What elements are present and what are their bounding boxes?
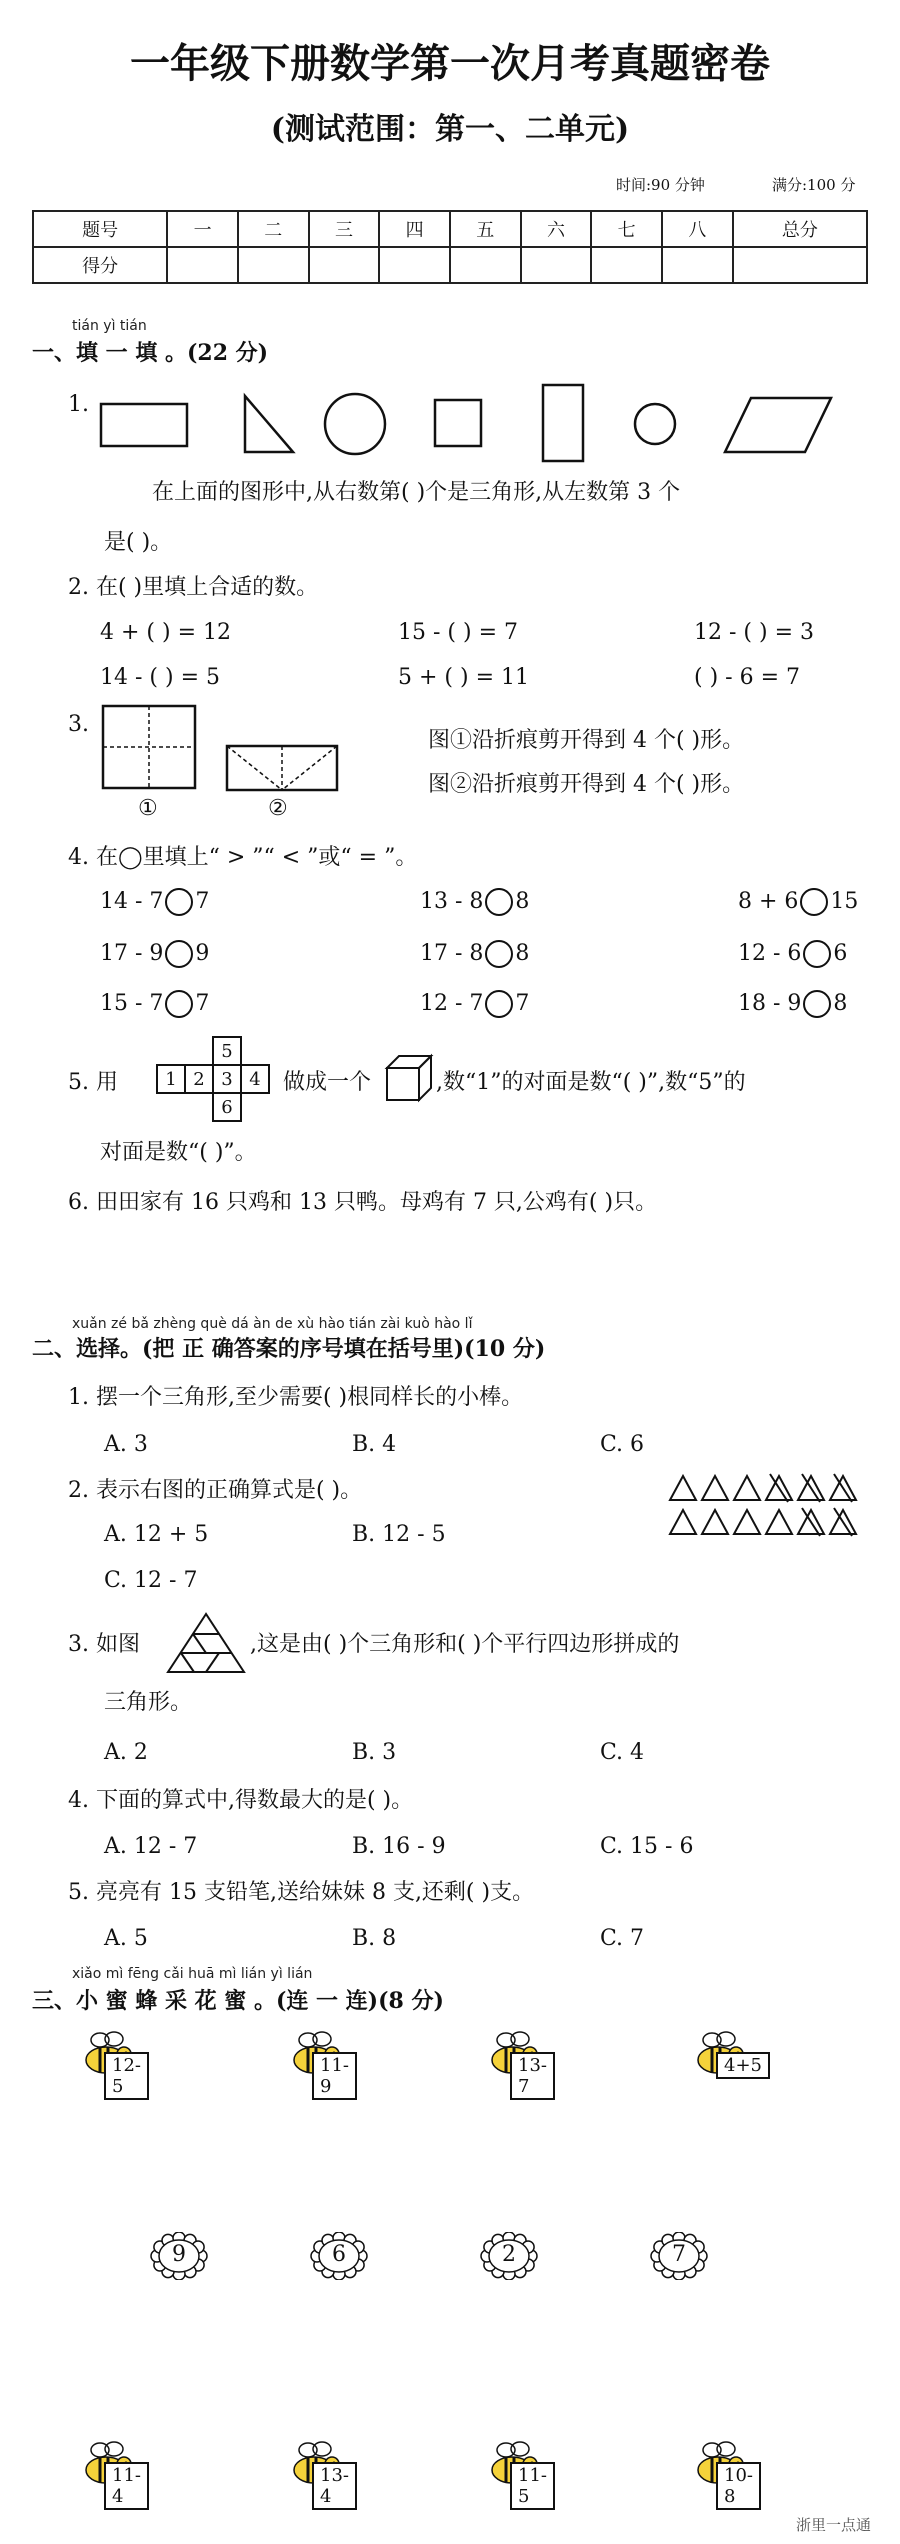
bee-expression: 4+5: [716, 2052, 770, 2079]
option[interactable]: C. 7: [600, 1926, 645, 1951]
compare-circle[interactable]: [485, 940, 513, 968]
shapes-row: [95, 380, 855, 470]
score-table-header-row: [33, 211, 867, 247]
s2-q5: 5. 亮亮有 15 支铅笔,送给妹妹 8 支,还剩( )支。: [68, 1880, 535, 1905]
option[interactable]: B. 3: [352, 1740, 397, 1765]
section3-pinyin: xiǎo mì fēng cǎi huā mì lián yì lián: [72, 1966, 313, 1982]
bee-expression: 12-5: [104, 2052, 149, 2100]
s1-q2-item: ( ) - 6 = 7: [694, 665, 800, 690]
flower[interactable]: [310, 2232, 368, 2280]
bee-expression: 13-7: [510, 2052, 555, 2100]
compare-circle[interactable]: [165, 888, 193, 916]
option[interactable]: B. 4: [352, 1432, 397, 1457]
flower[interactable]: [650, 2232, 708, 2280]
small-circle-shape: [635, 404, 675, 444]
s1-q2-item: 14 - ( ) = 5: [100, 665, 220, 690]
score-cell: 四: [379, 211, 450, 247]
s1-q2-item: 15 - ( ) = 7: [398, 620, 518, 645]
cube-net: [130, 1036, 270, 1122]
score-blank[interactable]: [167, 247, 238, 283]
option[interactable]: C. 6: [600, 1432, 645, 1457]
s2-q1: 1. 摆一个三角形,至少需要( )根同样长的小棒。: [68, 1385, 524, 1410]
score-cell: 八: [662, 211, 733, 247]
option[interactable]: B. 8: [352, 1926, 397, 1951]
compare-item: 18 - 9 8: [738, 991, 848, 1016]
score-blank[interactable]: [521, 247, 592, 283]
compare-circle[interactable]: [485, 990, 513, 1018]
option[interactable]: A. 2: [104, 1740, 148, 1765]
small-triangle: [702, 1510, 728, 1534]
score-table: [32, 210, 868, 284]
score-cell: 总分: [733, 211, 867, 247]
small-triangle: [766, 1510, 792, 1534]
option[interactable]: A. 12 - 7: [104, 1834, 198, 1859]
s1-q5-prefix: 5. 用: [68, 1070, 118, 1095]
triangles-figure: [664, 1470, 864, 1540]
s1-q1-number: 1.: [68, 392, 89, 417]
score-blank[interactable]: [309, 247, 380, 283]
compare-item: 17 - 8 8: [420, 941, 530, 966]
bee-expression: 13-4: [312, 2462, 357, 2510]
rectangle-shape: [101, 404, 187, 446]
triangle-shape: [245, 396, 293, 452]
option[interactable]: C. 12 - 7: [104, 1568, 198, 1593]
flower[interactable]: [480, 2232, 538, 2280]
score-cell: 题号: [33, 211, 167, 247]
net-cell: 6: [213, 1093, 241, 1121]
section1-pinyin: tián yì tián: [72, 318, 147, 334]
score-blank[interactable]: [662, 247, 733, 283]
s1-q5-post: ,数“1”的对面是数“( )”,数“5”的: [436, 1070, 746, 1095]
compare-circle[interactable]: [803, 990, 831, 1018]
compare-item: 15 - 7 7: [100, 991, 210, 1016]
compare-circle[interactable]: [803, 940, 831, 968]
s1-q5-line2: 对面是数“( )”。: [100, 1140, 257, 1165]
s1-q6: 6. 田田家有 16 只鸡和 13 只鸭。母鸡有 7 只,公鸡有( )只。: [68, 1190, 658, 1215]
compare-circle[interactable]: [485, 888, 513, 916]
score-cell: 五: [450, 211, 521, 247]
net-cell: 4: [241, 1065, 269, 1093]
s1-q2-item: 12 - ( ) = 3: [694, 620, 814, 645]
s1-q4-title: 4. 在◯里填上“ > ”“ < ”或“ = ”。: [68, 845, 418, 870]
score-blank[interactable]: [450, 247, 521, 283]
s1-q2-item: 5 + ( ) = 11: [398, 665, 529, 690]
flower-number: 7: [672, 2242, 686, 2267]
bee-expression: 10-8: [716, 2462, 761, 2510]
net-cell: 5: [213, 1037, 241, 1065]
page-subtitle: (测试范围：第一、二单元): [270, 112, 630, 147]
score-blank[interactable]: [591, 247, 662, 283]
exam-time: 时间:90 分钟: [616, 176, 705, 194]
parallelogram-shape: [725, 398, 831, 452]
option[interactable]: A. 3: [104, 1432, 148, 1457]
compare-circle[interactable]: [165, 940, 193, 968]
flower[interactable]: [150, 2232, 208, 2280]
small-triangle: [734, 1510, 760, 1534]
option[interactable]: A. 5: [104, 1926, 148, 1951]
s1-q1-text-b: 是( )。: [104, 530, 173, 555]
figure-1-label: ①: [138, 796, 158, 821]
score-cell: 三: [309, 211, 380, 247]
stacked-triangle-figure: [164, 1610, 248, 1676]
compare-item: 12 - 7 7: [420, 991, 530, 1016]
s1-q2-title: 2. 在( )里填上合适的数。: [68, 575, 319, 600]
score-table-score-row: [33, 247, 867, 283]
s2-q3-prefix: 3. 如图: [68, 1632, 140, 1657]
score-blank[interactable]: [379, 247, 450, 283]
cube-icon: [383, 1052, 435, 1104]
s1-q3-text1: 图①沿折痕剪开得到 4 个( )形。: [428, 728, 745, 753]
bee-expression: 11-5: [510, 2462, 555, 2510]
watermark: 浙里一点通: [796, 2516, 872, 2534]
option[interactable]: C. 15 - 6: [600, 1834, 694, 1859]
s1-q1-text-a: 在上面的图形中,从右数第( )个是三角形,从左数第 3 个: [152, 480, 681, 505]
small-triangle: [670, 1510, 696, 1534]
square-shape: [435, 400, 481, 446]
net-cell: 3: [213, 1065, 241, 1093]
small-triangle: [734, 1476, 760, 1500]
compare-circle[interactable]: [165, 990, 193, 1018]
full-score: 满分:100 分: [772, 176, 856, 194]
score-cell: 一: [167, 211, 238, 247]
section2-pinyin: xuǎn zé bǎ zhèng què dá àn de xù hào tián zài kuò hào lǐ: [72, 1316, 473, 1332]
s1-q5-mid: 做成一个: [283, 1070, 372, 1095]
flower-number: 6: [332, 2242, 346, 2267]
compare-item: 13 - 8 8: [420, 889, 530, 914]
s2-q3-line2: 三角形。: [104, 1690, 193, 1715]
score-row-label: 得分: [33, 247, 167, 283]
tall-rectangle-shape: [543, 385, 583, 461]
small-triangle: [702, 1476, 728, 1500]
compare-item: 8 + 6 15: [738, 889, 859, 914]
compare-item: 17 - 9 9: [100, 941, 210, 966]
compare-item: 14 - 7 7: [100, 889, 210, 914]
net-cell: 2: [185, 1065, 213, 1093]
score-blank[interactable]: [238, 247, 309, 283]
score-cell: 二: [238, 211, 309, 247]
score-cell: 七: [591, 211, 662, 247]
circle-shape: [325, 394, 385, 454]
section2-title: 二、选择。(把 正 确答案的序号填在括号里)(10 分): [32, 1336, 546, 1362]
score-blank[interactable]: [733, 247, 867, 283]
score-cell: 六: [521, 211, 592, 247]
option[interactable]: B. 16 - 9: [352, 1834, 446, 1859]
option[interactable]: A. 12 + 5: [104, 1522, 209, 1547]
figure-2-label: ②: [268, 796, 288, 821]
s1-q3-text2: 图②沿折痕剪开得到 4 个( )形。: [428, 772, 745, 797]
small-triangle: [670, 1476, 696, 1500]
s2-q2: 2. 表示右图的正确算式是( )。: [68, 1478, 363, 1503]
s2-q4: 4. 下面的算式中,得数最大的是( )。: [68, 1788, 414, 1813]
flower-number: 9: [172, 2242, 186, 2267]
option[interactable]: B. 12 - 5: [352, 1522, 446, 1547]
net-cell: 1: [157, 1065, 185, 1093]
option[interactable]: C. 4: [600, 1740, 645, 1765]
bee-expression: 11-4: [104, 2462, 149, 2510]
bee-expression: 11-9: [312, 2052, 357, 2100]
compare-item: 12 - 6 6: [738, 941, 848, 966]
section3-title: 三、小 蜜 蜂 采 花 蜜 。(连 一 连)(8 分): [32, 1988, 444, 2014]
s1-q3-number: 3.: [68, 712, 89, 737]
s2-q3-post: ,这是由( )个三角形和( )个平行四边形拼成的: [250, 1632, 680, 1657]
page-title: 一年级下册数学第一次月考真题密卷: [130, 40, 770, 87]
s1-q2-item: 4 + ( ) = 12: [100, 620, 231, 645]
flower-number: 2: [502, 2242, 516, 2267]
section1-title: 一、填 一 填 。(22 分): [32, 340, 269, 366]
compare-circle[interactable]: [800, 888, 828, 916]
fold-figures: [95, 700, 355, 800]
